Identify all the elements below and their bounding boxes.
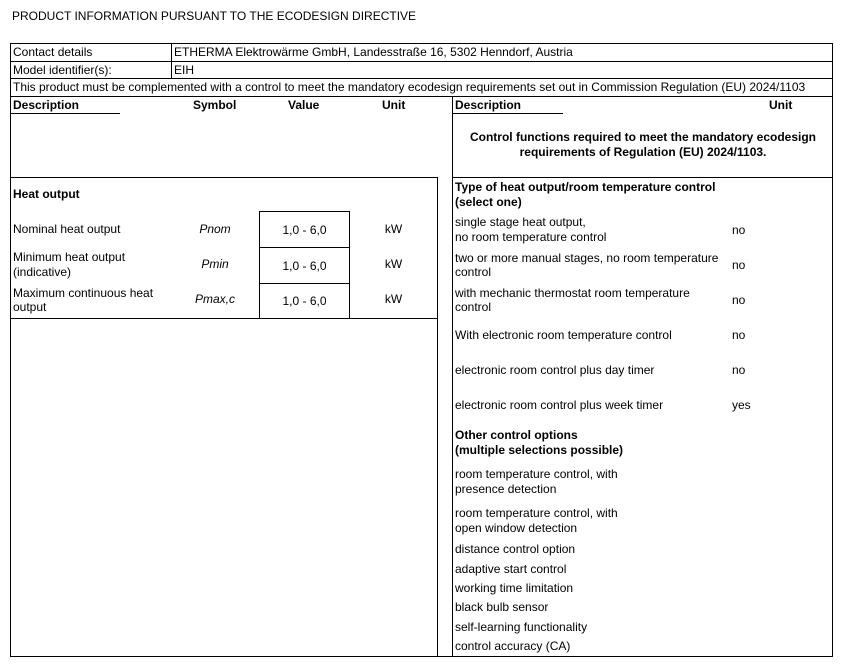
control-type-heading: Type of heat output/room temperature control xyxy=(455,180,716,194)
control-type-row-label: with mechanic thermostat room temperature xyxy=(455,286,690,300)
other-option-item: black bulb sensor xyxy=(455,600,549,614)
minimum-heat-output-label-line2: (indicative) xyxy=(13,265,72,279)
other-option-item-line2: presence detection xyxy=(455,482,557,496)
other-option-item: control accuracy (CA) xyxy=(455,639,571,653)
control-type-subheading: (select one) xyxy=(455,195,522,209)
other-option-item: room temperature control, with xyxy=(455,506,618,520)
other-option-item: adaptive start control xyxy=(455,562,567,576)
nominal-heat-output-unit: kW xyxy=(384,222,403,236)
max-continuous-heat-output-value: 1,0 - 6,0 xyxy=(282,294,327,308)
other-option-item: self-learning functionality xyxy=(455,620,588,634)
minimum-heat-output-unit: kW xyxy=(384,257,403,271)
control-type-row-label: electronic room control plus week timer xyxy=(455,398,664,412)
control-type-row-label: electronic room control plus day timer xyxy=(455,363,655,377)
value-header: Value xyxy=(288,98,320,112)
right-unit-header: Unit xyxy=(769,98,793,112)
minimum-heat-output-value-cell xyxy=(259,247,350,284)
control-type-row-label-line2: no room temperature control xyxy=(455,230,607,244)
control-note-line1: Control functions required to meet the mandatory ecodesign xyxy=(469,130,817,144)
control-note-line2: requirements of Regulation (EU) 2024/1103. xyxy=(519,145,767,159)
other-option-item: distance control option xyxy=(455,542,576,556)
control-type-row-value: no xyxy=(732,293,746,307)
control-type-row-value: no xyxy=(732,223,746,237)
other-options-heading: Other control options xyxy=(455,428,578,442)
nominal-heat-output-value: 1,0 - 6,0 xyxy=(282,222,327,237)
max-continuous-heat-output-label-line2: output xyxy=(13,300,47,314)
right-description-header: Description xyxy=(455,98,522,112)
max-continuous-heat-output-symbol: Pmax,c xyxy=(194,292,235,306)
regulation-notice: This product must be complemented with a control to meet the mandatory ecodesign requirements set out in Commission Regulation (EU) 2024/1103 xyxy=(13,80,806,94)
nominal-heat-output-value-cell xyxy=(259,211,350,248)
max-continuous-heat-output-unit: kW xyxy=(384,292,403,306)
control-type-row-label-line2: control xyxy=(455,265,492,279)
control-type-row-value: no xyxy=(732,328,746,342)
control-type-row-value: no xyxy=(732,363,746,377)
minimum-heat-output-value: 1,0 - 6,0 xyxy=(282,258,327,273)
model-value: EIH xyxy=(174,63,195,77)
control-type-row-label: single stage heat output, xyxy=(455,215,586,229)
other-option-item: working time limitation xyxy=(455,581,574,595)
model-label: Model identifier(s): xyxy=(13,63,112,77)
control-type-row-label: two or more manual stages, no room temperature xyxy=(455,251,719,265)
control-type-row-label: With electronic room temperature control xyxy=(455,328,672,342)
other-option-item-line2: open window detection xyxy=(455,521,578,535)
page-title: PRODUCT INFORMATION PURSUANT TO THE ECODESIGN DIRECTIVE xyxy=(12,9,417,23)
heat-output-heading: Heat output xyxy=(13,187,80,201)
left-description-header: Description xyxy=(13,98,80,112)
other-option-item: room temperature control, with xyxy=(455,467,618,481)
other-options-subheading: (multiple selections possible) xyxy=(455,443,624,457)
minimum-heat-output-label: Minimum heat output xyxy=(13,250,126,264)
nominal-heat-output-label: Nominal heat output xyxy=(13,222,121,236)
nominal-heat-output-symbol: Pnom xyxy=(199,222,231,236)
minimum-heat-output-symbol: Pmin xyxy=(201,257,229,271)
contact-value: ETHERMA Elektrowärme GmbH, Landesstraße 16, 5302 Henndorf, Austria xyxy=(174,45,573,59)
unit-header: Unit xyxy=(382,98,406,112)
control-type-row-value: no xyxy=(732,258,746,272)
max-continuous-heat-output-label: Maximum continuous heat xyxy=(13,286,154,300)
max-continuous-heat-output-value-cell xyxy=(259,283,350,319)
symbol-header: Symbol xyxy=(193,98,237,112)
control-type-row-value: yes xyxy=(732,398,751,412)
control-type-row-label-line2: control xyxy=(455,300,492,314)
contact-label: Contact details xyxy=(13,45,93,59)
